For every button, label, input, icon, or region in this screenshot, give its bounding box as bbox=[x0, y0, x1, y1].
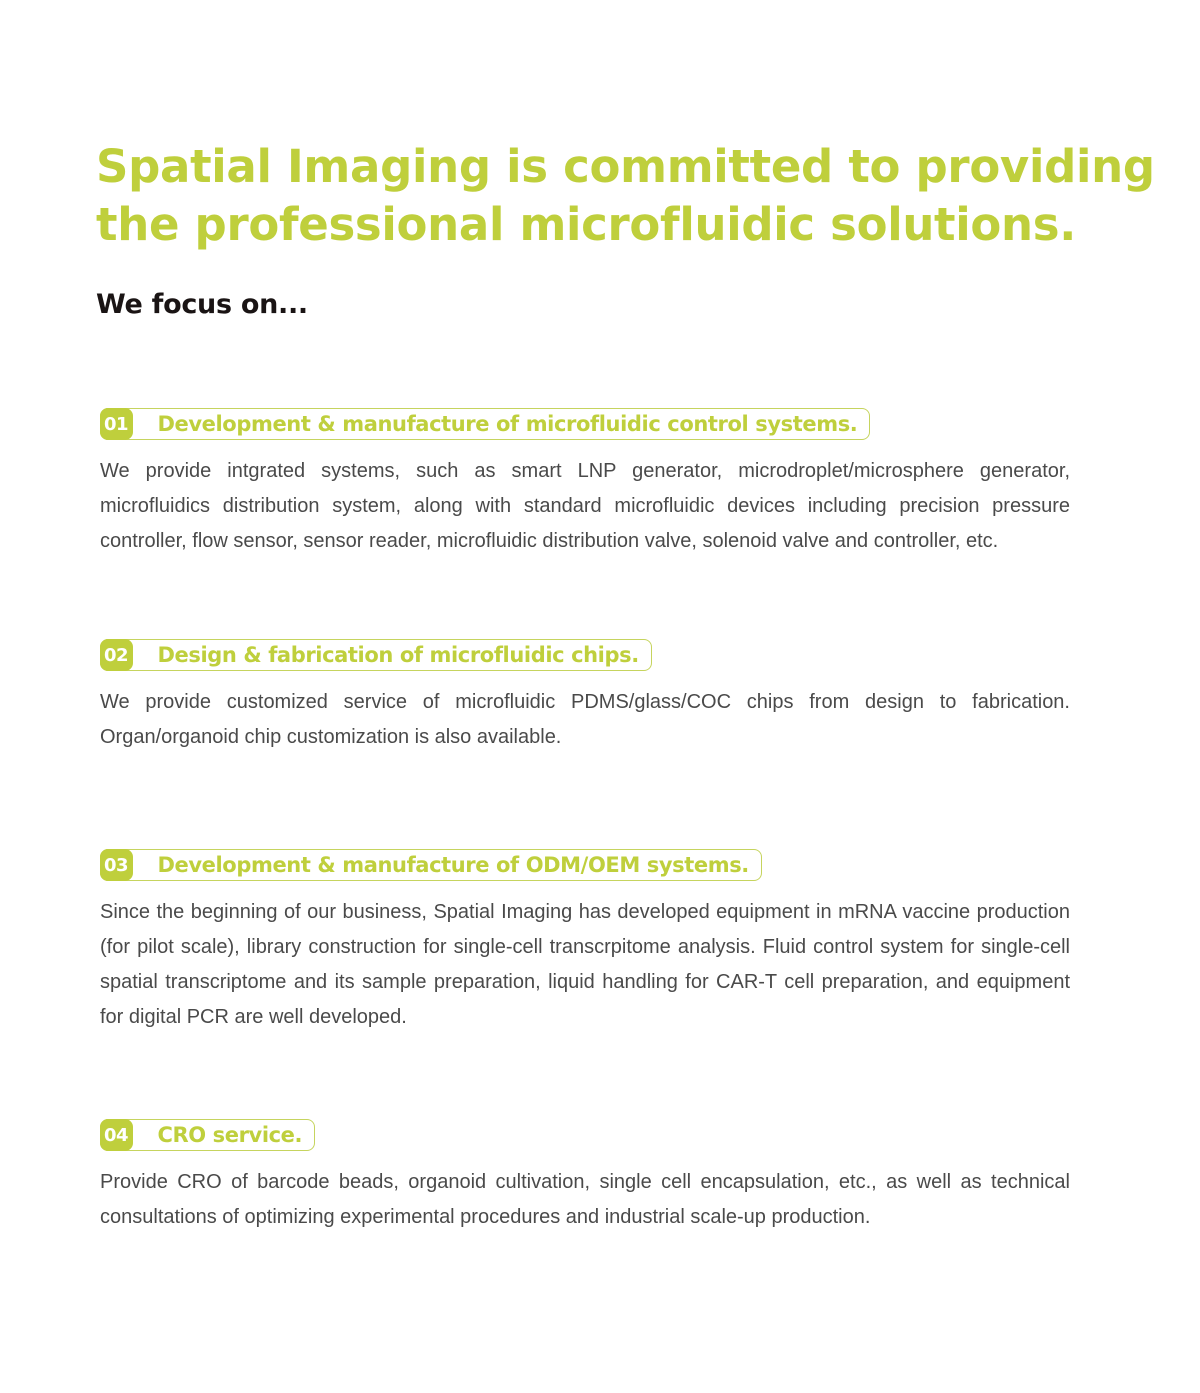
section-number-badge: 02 bbox=[100, 639, 133, 671]
subhead: We focus on... bbox=[96, 289, 308, 320]
section-title-pill bbox=[100, 408, 870, 440]
section-number-badge: 01 bbox=[100, 408, 133, 440]
section-body: Provide CRO of barcode beads, organoid cultivation, single cell encapsulation, etc., as well as technical consultations of optimizing experimental procedures and industrial scale-up production. bbox=[100, 1171, 1070, 1228]
section-body: Since the beginning of our business, Spatial Imaging has developed equipment in mRNA vaccine production (for pilot scale), library construction for single-cell transcrpitome analysis. Fluid control system for single-cell spatial transcriptome and its sample preparation, liquid handling for CAR-T cell preparation, and equipment for digital PCR are well developed. bbox=[100, 901, 1070, 1028]
section-number-badge: 03 bbox=[100, 849, 133, 881]
section-title: Development & manufacture of microfluidic control systems. bbox=[157, 412, 858, 436]
section-number-badge: 04 bbox=[100, 1119, 133, 1151]
section-title-pill bbox=[100, 639, 652, 671]
section-body: We provide customized service of microfluidic PDMS/glass/COC chips from design to fabrication. Organ/organoid chip customization is also available. bbox=[100, 691, 1070, 748]
headline: Spatial Imaging is committed to providing the professional microfluidic solutions. bbox=[96, 140, 1155, 251]
section-title: CRO service. bbox=[157, 1123, 303, 1147]
section-title-pill bbox=[100, 849, 762, 881]
section-03 bbox=[100, 849, 1070, 1035]
section-02 bbox=[100, 639, 1070, 755]
section-01 bbox=[100, 408, 1070, 559]
section-body: We provide intgrated systems, such as smart LNP generator, microdroplet/microsphere generator, microfluidics distribution system, along with standard microfluidic devices including precision pressure controller, flow sensor, sensor reader, microfluidic distribution valve, solenoid valve and controller, etc. bbox=[100, 460, 1070, 552]
section-title: Development & manufacture of ODM/OEM systems. bbox=[157, 853, 749, 877]
section-title: Design & fabrication of microfluidic chips. bbox=[157, 643, 639, 667]
section-04 bbox=[100, 1119, 1070, 1235]
section-title-pill bbox=[100, 1119, 315, 1151]
